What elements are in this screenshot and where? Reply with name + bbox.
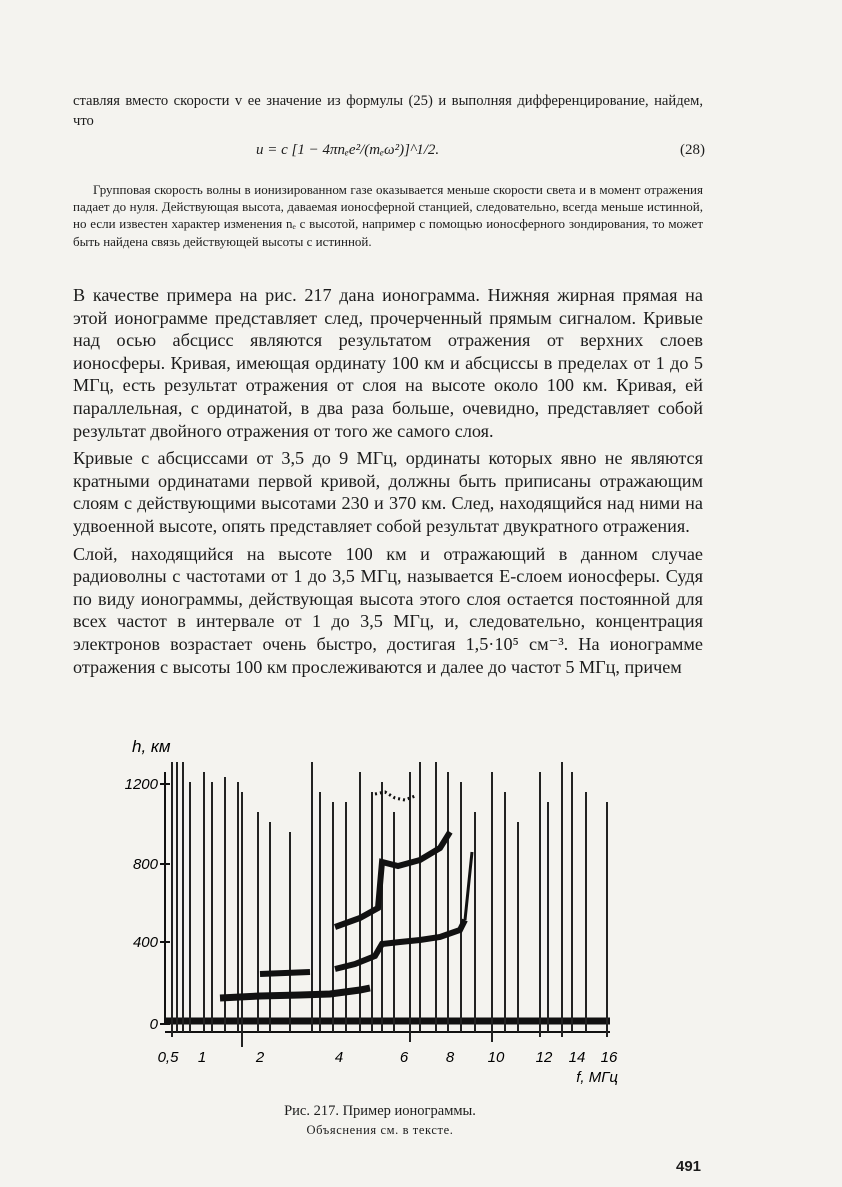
figure-caption xyxy=(230,1103,530,1138)
caption-title: Рис. 217. Пример ионограммы. xyxy=(284,1103,476,1119)
page-number: 491 xyxy=(676,1158,702,1175)
y-tick-label-800: 800 xyxy=(132,856,158,873)
paragraph-2: Кривые с абсциссами от 3,5 до 9 МГц, ординаты которых явно не являются кратными ординатами первой кривой, должны быть приписаны отражающим слоям с действующими высотами 230 и 370 км. След, находящийся над ними на удвоенной высоте, опять представляет собой результат двукратного отражения. xyxy=(73,448,703,536)
x-tick-label-1: 1 xyxy=(197,1049,207,1066)
f2-layer-trace xyxy=(335,832,450,927)
x-tick-label-6: 6 xyxy=(399,1049,409,1066)
e-layer-double-trace xyxy=(260,972,310,974)
y-tick-label-0: 0 xyxy=(149,1016,158,1033)
y-tick-label-1200: 1200 xyxy=(124,776,158,793)
intro-text: ставляя вместо скорости v ее значение из формулы (25) и выполняя дифференцирование, найдем, что xyxy=(73,93,703,129)
f-layer-cusp xyxy=(465,852,472,920)
ionogram-plot xyxy=(120,732,640,1092)
paragraph-3: Слой, находящийся на высоте 100 км и отражающий в данном случае радиоволны с частотами от 1 до 3,5 МГц, называется E-слоем ионосферы. Судя по виду ионограммы, действующая высота этого слоя остается постоянной для всех частот в интервале от 1 до 3,5 МГц, и, следовательно, концентрация электронов возрастает очень быстро, достигая 1,5·10⁵ см⁻³. На ионограмме отражения с высоты 100 км прослеживаются и далее до частот 5 МГц, причем xyxy=(73,543,703,677)
small-print-note xyxy=(73,181,703,250)
x-tick-label-4: 4 xyxy=(334,1049,344,1066)
x-tick-label-16: 16 xyxy=(600,1049,618,1066)
y-axis-label: h, км xyxy=(132,737,171,756)
x-tick-label-0-5: 0,5 xyxy=(157,1049,179,1066)
equation-formula: u = c [1 − 4πnₑe²/(mₑω²)]^1/2. xyxy=(256,142,440,158)
x-tick-label-14: 14 xyxy=(568,1049,586,1066)
y-tick-label-400: 400 xyxy=(132,934,158,951)
equation-28 xyxy=(240,142,705,166)
main-text xyxy=(73,284,703,683)
x-tick-label-12: 12 xyxy=(535,1049,553,1066)
x-tick-label-8: 8 xyxy=(445,1049,455,1066)
x-tick-label-10: 10 xyxy=(487,1049,505,1066)
f1-layer-trace xyxy=(335,920,465,969)
x-tick-label-2: 2 xyxy=(255,1049,265,1066)
small-print-text: Групповая скорость волны в ионизированном газе оказывается меньше скорости света и в момент отражения падает до нуля. Действующая высота, даваемая ионосферной станцией, следовательно, всегда меньше истинной, но если известен характер изменения nₑ с высотой, например с помощью ионосферного зондирования, то может быть найдена связь действующей высоты с истинной. xyxy=(73,182,703,249)
x-axis-label: f, МГц xyxy=(576,1069,618,1086)
caption-note: Объяснения см. в тексте. xyxy=(306,1123,454,1137)
intro-paragraph xyxy=(73,91,703,131)
paragraph-1: В качестве примера на рис. 217 дана ионограмма. Нижняя жирная прямая на этой ионограмме представляет след, прочерченный прямым сигналом. Кривые над осью абсцисс являются результатом отражения от верхних слоев ионосферы. Кривая, имеющая ординату 100 км и абсциссы в пределах от 1 до 5 МГц, есть результат отражения от слоя на высоте около 100 км. Кривая, ей параллельная, с ординатой, в два раза больше, очевидно, представляет собой результат двойного отражения от того же самого слоя. xyxy=(73,285,703,441)
ionogram-figure xyxy=(120,732,640,1092)
equation-number: (28) xyxy=(680,142,705,158)
